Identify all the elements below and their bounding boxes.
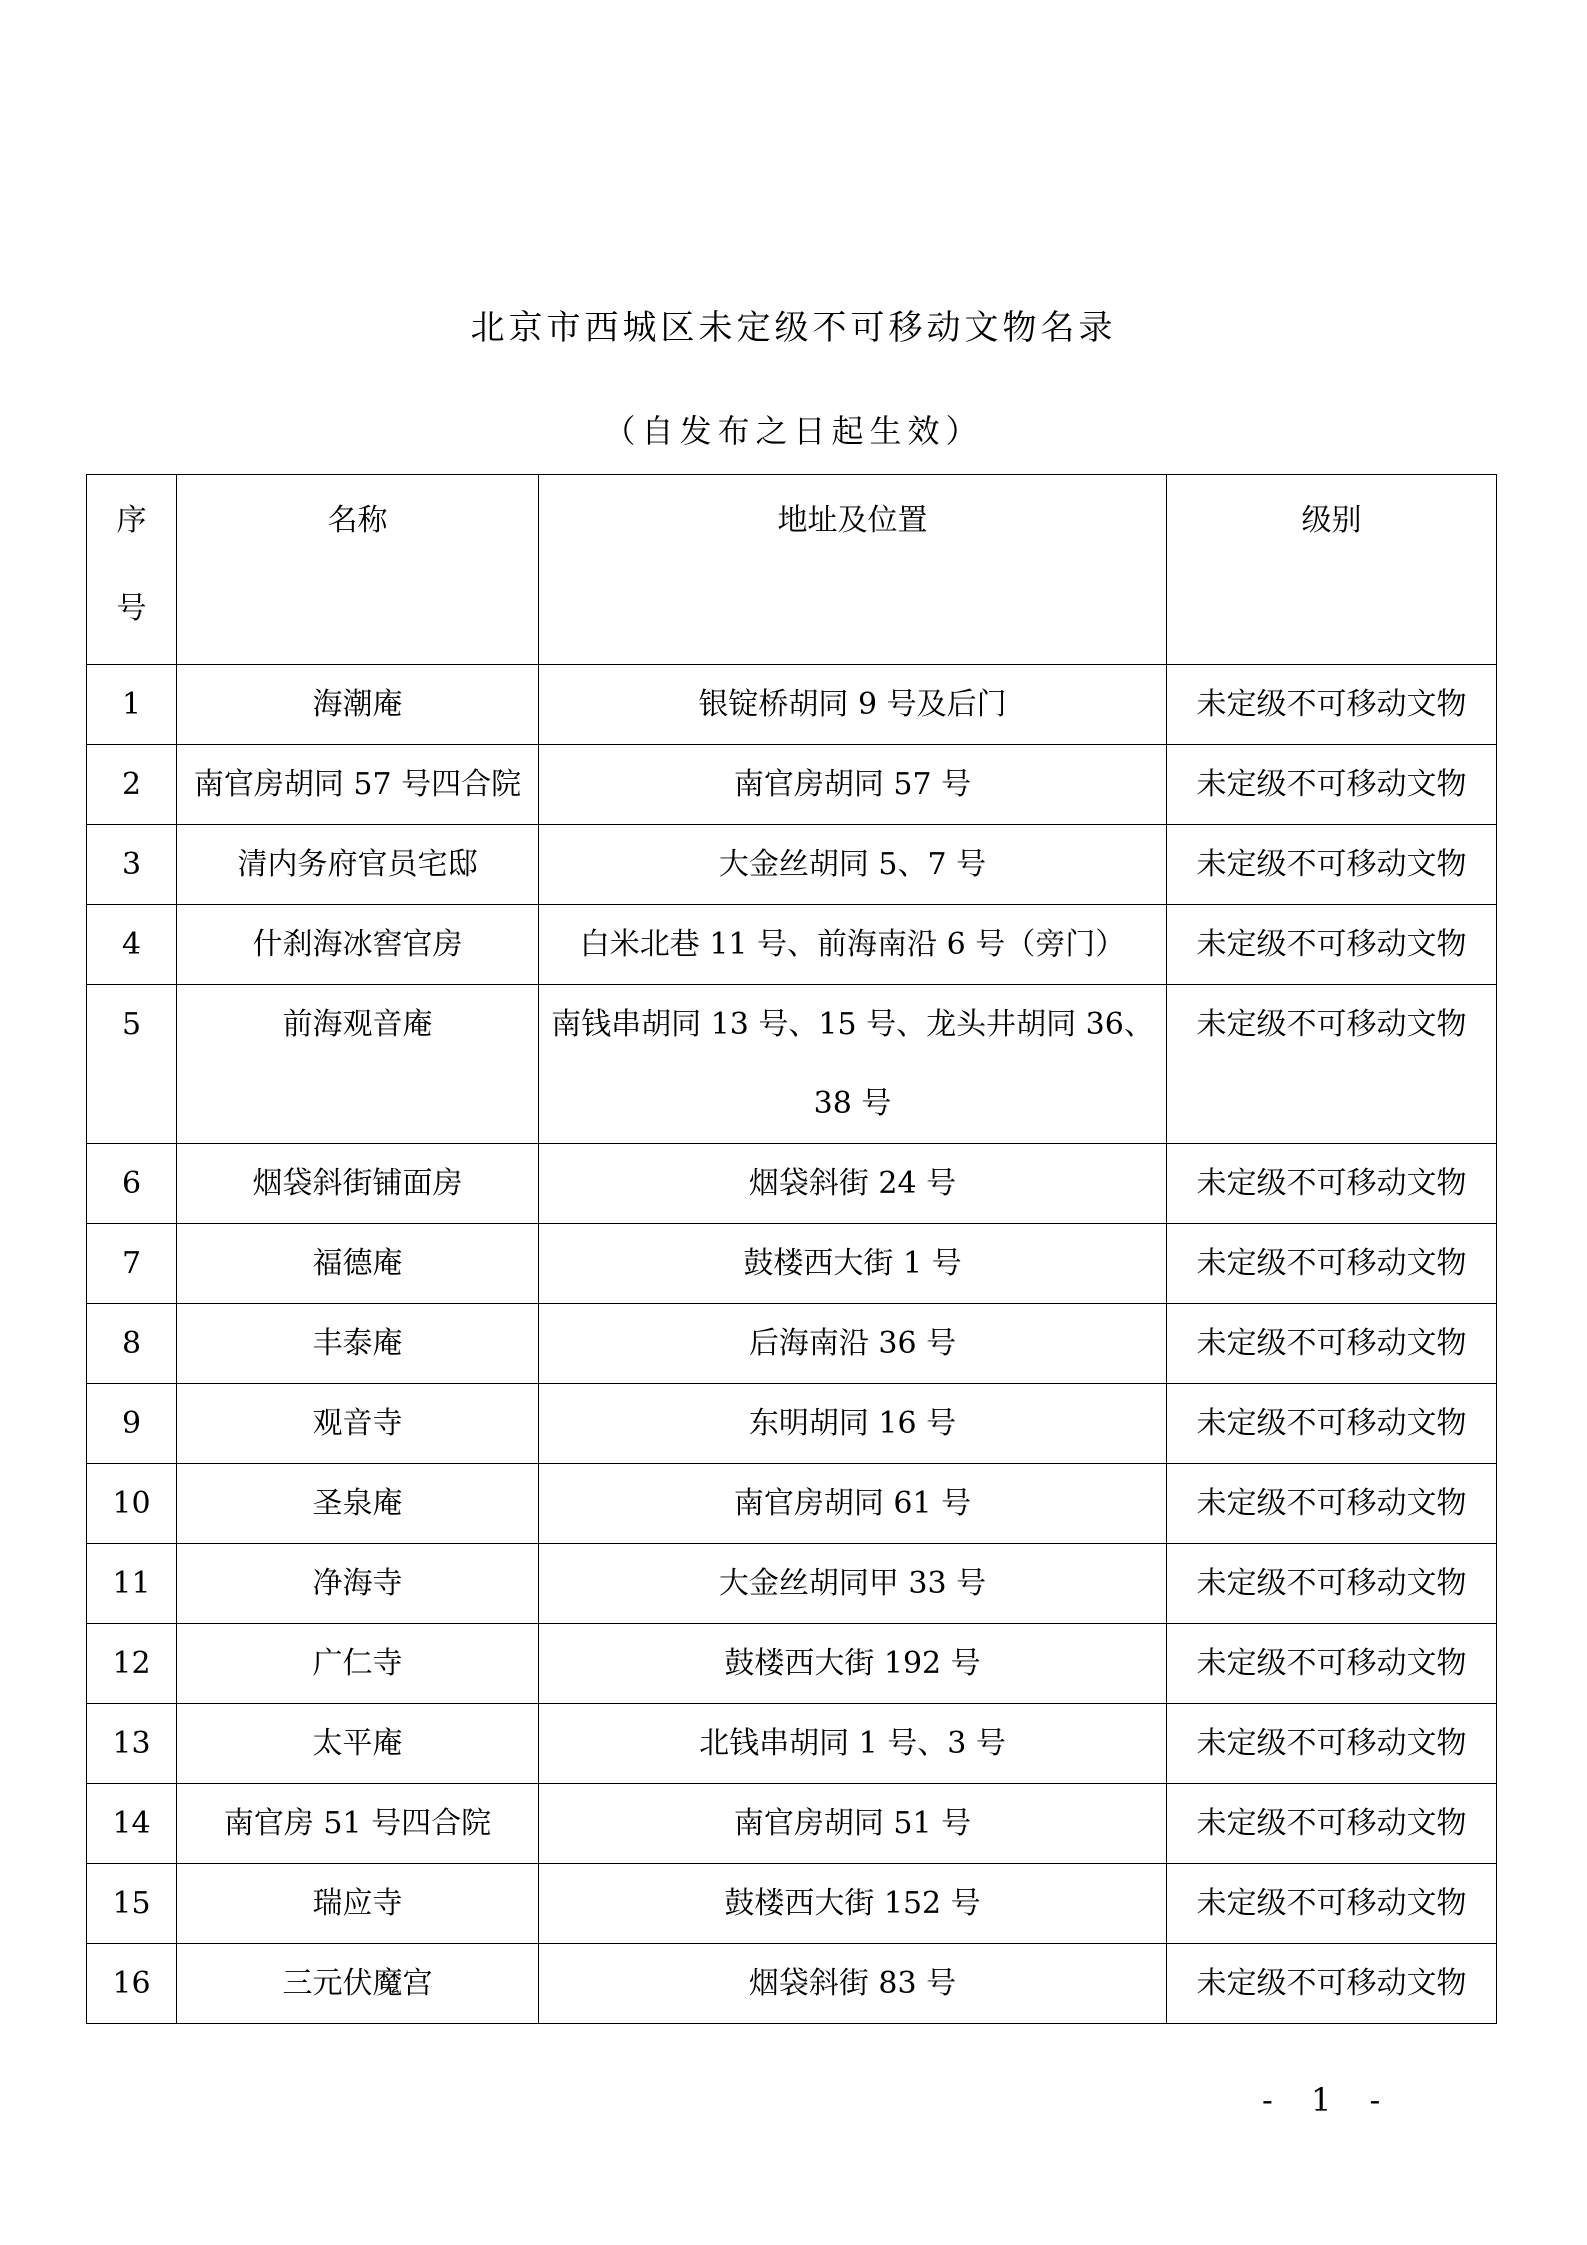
cell-level: 未定级不可移动文物 [1167,825,1497,905]
cell-address: 鼓楼西大街 1 号 [539,1224,1167,1304]
table-row [87,1304,1497,1384]
table-row [87,1784,1497,1864]
cell-seq: 14 [87,1784,177,1864]
cell-seq: 13 [87,1704,177,1784]
cell-level: 未定级不可移动文物 [1167,1544,1497,1624]
table-row [87,1624,1497,1704]
cell-seq: 10 [87,1464,177,1544]
cell-name: 南官房胡同 57 号四合院 [177,745,539,825]
table-row [87,905,1497,985]
cell-name: 什刹海冰窖官房 [177,905,539,985]
cell-name: 前海观音庵 [177,985,539,1144]
header-name: 名称 [177,475,539,665]
cell-level: 未定级不可移动文物 [1167,1464,1497,1544]
table-body [87,665,1497,2024]
cell-seq: 16 [87,1944,177,2024]
cell-name: 圣泉庵 [177,1464,539,1544]
cell-address: 大金丝胡同 5、7 号 [539,825,1167,905]
header-seq-line1: 序 [116,503,147,538]
cell-address: 南官房胡同 61 号 [539,1464,1167,1544]
cell-address: 南钱串胡同 13 号、15 号、龙头井胡同 36、38 号 [539,985,1167,1144]
cell-level: 未定级不可移动文物 [1167,1864,1497,1944]
cell-name: 海潮庵 [177,665,539,745]
cell-address: 烟袋斜街 83 号 [539,1944,1167,2024]
cell-address: 烟袋斜街 24 号 [539,1144,1167,1224]
cell-level: 未定级不可移动文物 [1167,905,1497,985]
cell-seq: 8 [87,1304,177,1384]
cell-level: 未定级不可移动文物 [1167,1704,1497,1784]
cell-address: 北钱串胡同 1 号、3 号 [539,1704,1167,1784]
cell-address: 后海南沿 36 号 [539,1304,1167,1384]
cell-level: 未定级不可移动文物 [1167,1144,1497,1224]
cell-seq: 1 [87,665,177,745]
cell-address: 鼓楼西大街 152 号 [539,1864,1167,1944]
table-row [87,1944,1497,2024]
cell-name: 三元伏魔宫 [177,1944,539,2024]
document-subtitle: （自发布之日起生效） [603,412,984,450]
cell-name: 烟袋斜街铺面房 [177,1144,539,1224]
relics-table [86,474,1497,2024]
cell-address: 东明胡同 16 号 [539,1384,1167,1464]
table-row [87,1464,1497,1544]
cell-level: 未定级不可移动文物 [1167,1624,1497,1704]
cell-name: 福德庵 [177,1224,539,1304]
cell-name: 净海寺 [177,1544,539,1624]
cell-level: 未定级不可移动文物 [1167,1384,1497,1464]
cell-level: 未定级不可移动文物 [1167,665,1497,745]
table-row [87,1144,1497,1224]
cell-seq: 11 [87,1544,177,1624]
cell-level: 未定级不可移动文物 [1167,1224,1497,1304]
table-row [87,1864,1497,1944]
cell-address: 南官房胡同 51 号 [539,1784,1167,1864]
table-row [87,1224,1497,1304]
cell-seq: 9 [87,1384,177,1464]
header-seq [87,475,177,665]
table-row [87,745,1497,825]
cell-address: 白米北巷 11 号、前海南沿 6 号（旁门） [539,905,1167,985]
table-row [87,1384,1497,1464]
cell-level: 未定级不可移动文物 [1167,1784,1497,1864]
cell-seq: 12 [87,1624,177,1704]
cell-seq: 6 [87,1144,177,1224]
cell-seq: 15 [87,1864,177,1944]
cell-name: 观音寺 [177,1384,539,1464]
cell-name: 清内务府官员宅邸 [177,825,539,905]
cell-seq: 3 [87,825,177,905]
cell-level: 未定级不可移动文物 [1167,985,1497,1144]
cell-name: 太平庵 [177,1704,539,1784]
table-row [87,825,1497,905]
header-address: 地址及位置 [539,475,1167,665]
cell-address: 鼓楼西大街 192 号 [539,1624,1167,1704]
page-number: - 1 - [1262,2081,1395,2119]
cell-seq: 2 [87,745,177,825]
cell-seq: 7 [87,1224,177,1304]
cell-level: 未定级不可移动文物 [1167,1944,1497,2024]
cell-address: 大金丝胡同甲 33 号 [539,1544,1167,1624]
cell-name: 瑞应寺 [177,1864,539,1944]
cell-seq: 4 [87,905,177,985]
table-row [87,985,1497,1144]
table-header-row [87,475,1497,665]
cell-name: 南官房 51 号四合院 [177,1784,539,1864]
cell-seq: 5 [87,985,177,1144]
table-row [87,1544,1497,1624]
table-row [87,665,1497,745]
header-seq-line2: 号 [116,591,147,626]
cell-name: 广仁寺 [177,1624,539,1704]
document-title: 北京市西城区未定级不可移动文物名录 [470,308,1117,348]
header-level: 级别 [1167,475,1497,665]
cell-name: 丰泰庵 [177,1304,539,1384]
cell-level: 未定级不可移动文物 [1167,745,1497,825]
cell-level: 未定级不可移动文物 [1167,1304,1497,1384]
cell-address: 南官房胡同 57 号 [539,745,1167,825]
table-row [87,1704,1497,1784]
cell-address: 银锭桥胡同 9 号及后门 [539,665,1167,745]
